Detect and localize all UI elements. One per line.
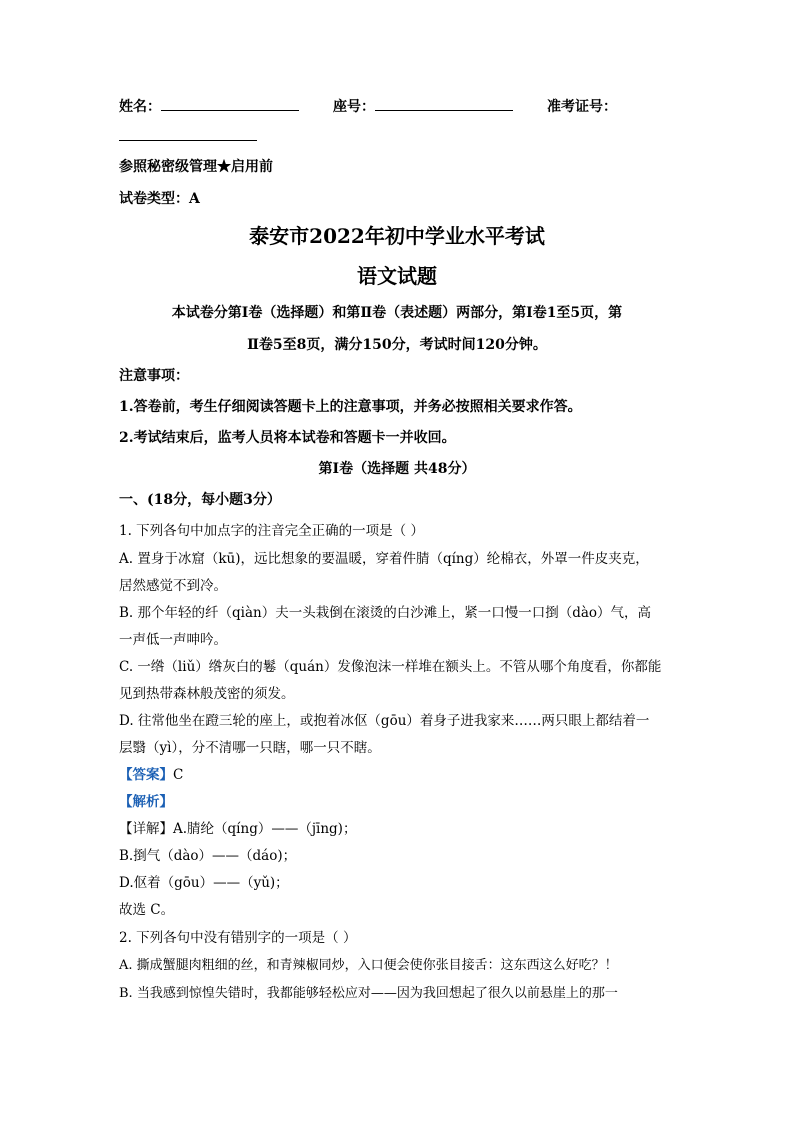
- answer-tag: 【答案】: [119, 767, 173, 783]
- exam-number-blank[interactable]: [119, 126, 257, 141]
- q2-stem: 2. 下列各句中没有错别字的一项是（ ）: [119, 930, 357, 946]
- q1-line: 见到热带森林般茂密的须发。: [119, 686, 295, 702]
- exam-subtitle: 语文试题: [357, 264, 437, 288]
- part-one-heading: 一、(18分，每小题3分）: [119, 492, 281, 508]
- q1-analysis-row: [119, 792, 173, 812]
- q1-line: 层翳（yì），分不清哪一只瞎，哪一只不瞎。: [119, 740, 381, 756]
- section-title: 第Ⅰ卷（选择题 共48分）: [318, 461, 476, 477]
- exam-number-label: 准考证号：: [547, 99, 617, 115]
- analysis-tag: 【解析】: [119, 794, 173, 810]
- q1-answer-row: [119, 765, 183, 785]
- exam-title: 泰安市2022年初中学业水平考试: [249, 224, 545, 248]
- intro-line-1: 本试卷分第Ⅰ卷（选择题）和第Ⅱ卷（表述题）两部分，第Ⅰ卷1至5页，第: [171, 305, 623, 321]
- intro-line-2: Ⅱ卷5至8页，满分150分，考试时间120分钟。: [247, 337, 547, 353]
- detail-line: B.捯气（dào）——（dáo)；: [119, 848, 297, 864]
- seat-label: 座号：: [333, 99, 375, 115]
- q1-detail-row: [119, 819, 356, 839]
- notice-heading: 注意事项：: [119, 368, 189, 384]
- q2-line: A. 撕成蟹腿肉粗细的丝，和青辣椒同炒，入口便会使你张目接舌：这东西这么好吃？！: [119, 958, 618, 973]
- header-row: [119, 96, 617, 117]
- q1-line: D. 往常他坐在蹬三轮的座上，或抱着冰伛（gōu）着身子进我家来……两只眼上都结着一: [119, 713, 650, 729]
- name-label: 姓名：: [119, 99, 161, 115]
- q1-line: A. 置身于冰窟（kū)，远比想象的要温暖，穿着件腈（qíng）纶棉衣，外罩一件皮夹克，: [119, 551, 649, 567]
- detail-tag: 【详解】: [119, 821, 173, 837]
- q1-line: C. 一绺（liǔ）绺灰白的鬈（quán）发像泡沫一样堆在额头上。不管从哪个角度看，你都能: [119, 659, 662, 675]
- detail-line: 故选 C。: [119, 902, 175, 918]
- exam-number-row: [119, 126, 257, 147]
- notice-item-2: 2.考试结束后，监考人员将本试卷和答题卡一并收回。: [119, 430, 456, 446]
- name-blank[interactable]: [161, 96, 299, 111]
- q1-line: B. 那个年轻的纤（qiàn）夫一头栽倒在滚烫的白沙滩上，紧一口慢一口捯（dào）气，高: [119, 605, 652, 621]
- q1-line: 一声低一声呻吟。: [119, 632, 227, 648]
- answer-value: C: [173, 767, 184, 783]
- detail-line: A.腈纶（qíng）——（jīng)；: [173, 821, 357, 837]
- confidential-note: 参照秘密级管理★启用前: [119, 159, 273, 175]
- q2-line: B. 当我感到惊惶失错时，我都能够轻松应对——因为我回想起了很久以前悬崖上的那一: [119, 986, 618, 1001]
- paper-type: 试卷类型：A: [119, 191, 200, 207]
- q1-stem: 1. 下列各句中加点字的注音完全正确的一项是（ ）: [119, 523, 424, 539]
- detail-line: D.伛着（gōu）——（yǔ)；: [119, 875, 289, 891]
- seat-blank[interactable]: [375, 96, 513, 111]
- notice-item-1: 1.答卷前，考生仔细阅读答题卡上的注意事项，并务必按照相关要求作答。: [119, 399, 582, 415]
- q1-line: 居然感觉不到冷。: [119, 578, 227, 594]
